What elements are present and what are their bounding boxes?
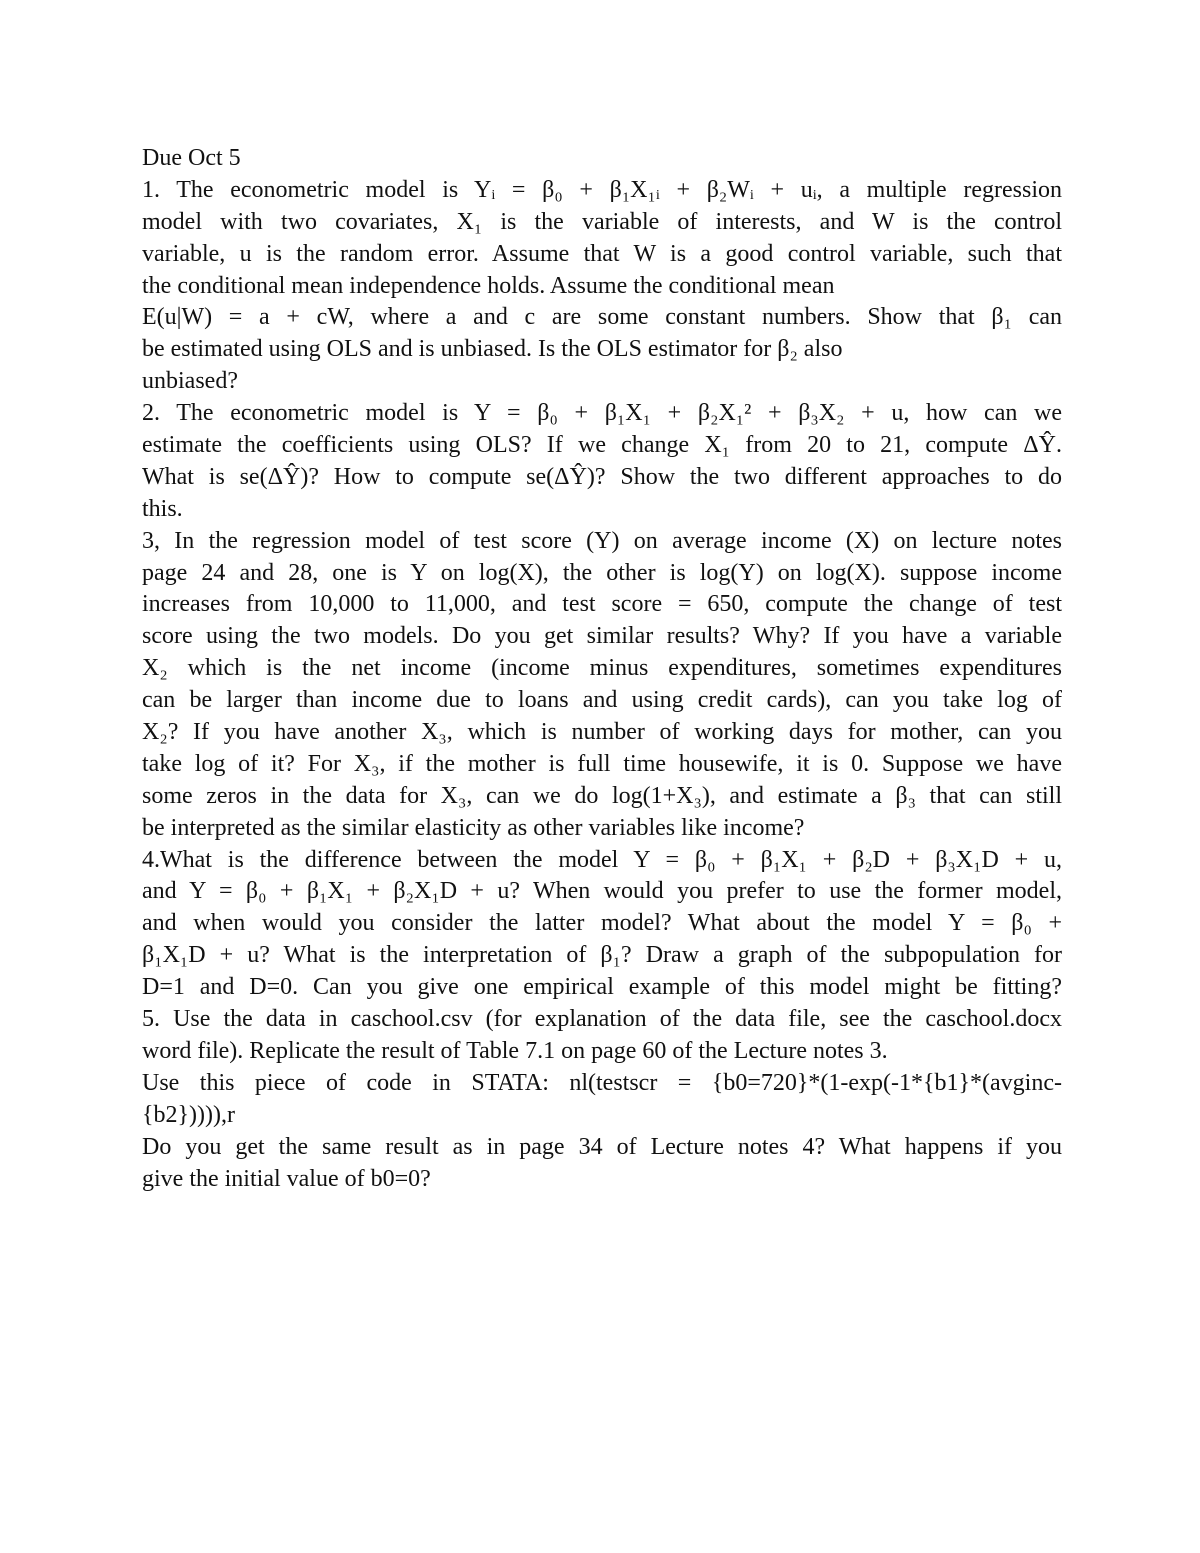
- text-line: can be larger than income due to loans and using credit cards), can you take log of: [142, 687, 1062, 714]
- text-line: some zeros in the data for X₃, can we do log(1+X₃), and estimate a β₃ that can still: [142, 782, 1062, 809]
- text-line: variable, u is the random error. Assume that W is a good control variable, such that: [142, 240, 1062, 267]
- text-line: 4.What is the difference between the model Y = β₀ + β₁X₁ + β₂D + β₃X₁D + u,: [142, 846, 1062, 873]
- text-line: X₂ which is the net income (income minus expenditures, sometimes expenditures: [142, 655, 1062, 682]
- text-line: give the initial value of b0=0?: [142, 1165, 431, 1192]
- text-line: model with two covariates, X₁ is the variable of interests, and W is the control: [142, 208, 1062, 235]
- text-line: page 24 and 28, one is Y on log(X), the other is log(Y) on log(X). suppose income: [142, 559, 1062, 586]
- text-line: X₂? If you have another X₃, which is number of working days for mother, can you: [142, 719, 1062, 746]
- text-line: {b2})))),r: [142, 1101, 235, 1128]
- text-line: score using the two models. Do you get similar results? Why? If you have a variable: [142, 623, 1062, 650]
- text-line: Use this piece of code in STATA: nl(testscr = {b0=720}*(1-exp(-1*{b1}*(avginc-: [142, 1069, 1062, 1096]
- assignment-text: [142, 143, 1062, 1195]
- text-line: 3, In the regression model of test score (Y) on average income (X) on lecture notes: [142, 527, 1062, 554]
- text-line: β₁X₁D + u? What is the interpretation of β₁? Draw a graph of the subpopulation for: [142, 942, 1062, 969]
- text-line: Due Oct 5: [142, 145, 241, 171]
- text-line: Do you get the same result as in page 34 of Lecture notes 4? What happens if you: [142, 1133, 1062, 1160]
- text-line: word file). Replicate the result of Table 7.1 on page 60 of the Lecture notes 3.: [142, 1037, 888, 1064]
- text-line: What is se(ΔŶ)? How to compute se(ΔŶ)? Show the two different approaches to do: [142, 463, 1062, 490]
- text-line: 1. The econometric model is Yᵢ = β₀ + β₁X₁ᵢ + β₂Wᵢ + uᵢ, a multiple regression: [142, 176, 1062, 203]
- text-line: 2. The econometric model is Y = β₀ + β₁X₁ + β₂X₁² + β₃X₂ + u, how can we: [142, 400, 1062, 427]
- text-line: this.: [142, 495, 183, 522]
- text-line: increases from 10,000 to 11,000, and test score = 650, compute the change of test: [142, 591, 1062, 618]
- text-line: unbiased?: [142, 368, 238, 395]
- text-line: the conditional mean independence holds. Assume the conditional mean: [142, 272, 835, 299]
- text-line: 5. Use the data in caschool.csv (for explanation of the data file, see the caschool.docx: [142, 1006, 1062, 1033]
- text-line: and when would you consider the latter model? What about the model Y = β₀ +: [142, 910, 1062, 937]
- text-line: and Y = β₀ + β₁X₁ + β₂X₁D + u? When would you prefer to use the former model,: [142, 878, 1062, 905]
- text-line: E(u|W) = a + cW, where a and c are some constant numbers. Show that β₁ can: [142, 304, 1062, 331]
- text-line: estimate the coefficients using OLS? If we change X₁ from 20 to 21, compute ΔŶ.: [142, 432, 1062, 459]
- text-line: D=1 and D=0. Can you give one empirical example of this model might be fitting?: [142, 974, 1062, 1001]
- text-line: be estimated using OLS and is unbiased. Is the OLS estimator for β₂ also: [142, 336, 843, 363]
- text-line: be interpreted as the similar elasticity as other variables like income?: [142, 814, 805, 841]
- text-line: take log of it? For X₃, if the mother is full time housewife, it is 0. Suppose we have: [142, 750, 1062, 777]
